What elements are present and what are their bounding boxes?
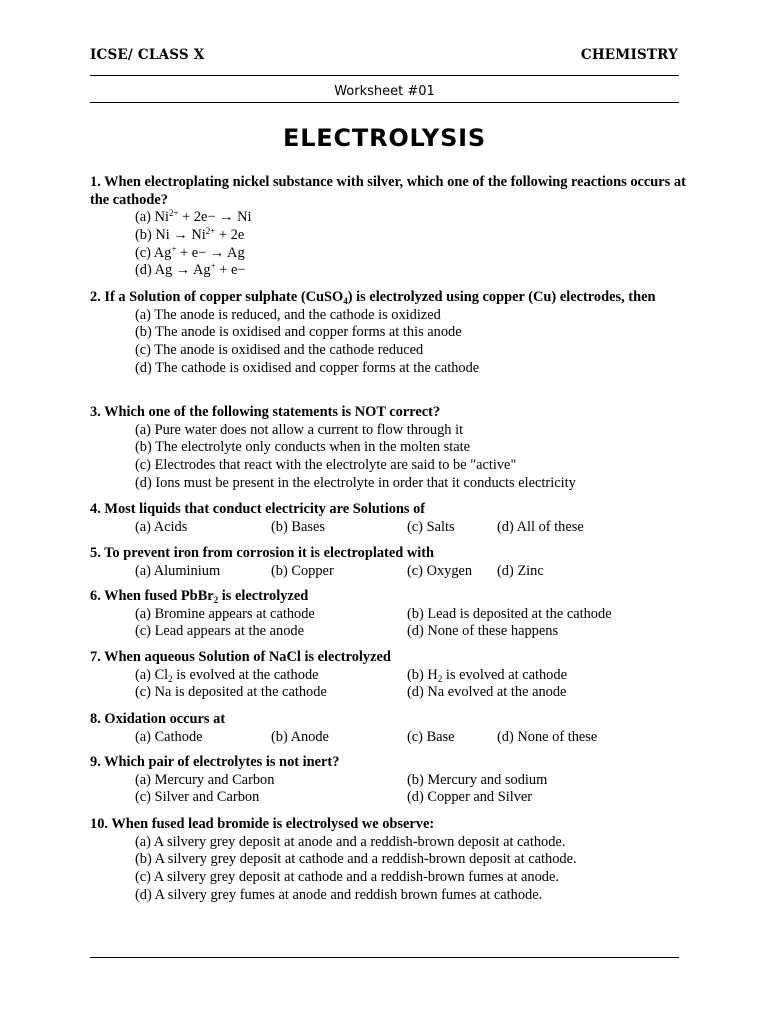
option-d: (d) A silvery grey fumes at anode and reddish brown fumes at cathode. [135,886,543,903]
question-10 [90,816,690,905]
subscript: 4 [343,296,348,306]
option-a: (a) Mercury and Carbon [135,771,275,788]
option-c [135,245,690,263]
option-text: (a) Cl [135,666,169,683]
option-b: (b) Anode [271,728,329,745]
question-options [135,563,690,581]
stem-text: ) is electrolyzed using copper (Cu) electrodes, then [347,289,656,305]
option-a: (a) Aluminium [135,562,221,579]
question-stem: 9. Which pair of electrolytes is not inert? [90,754,340,770]
option-b: (b) Copper [271,562,334,579]
option-a: (a) A silvery grey deposit at anode and a reddish-brown deposit at cathode. [135,833,566,850]
question-stem: 1. When electroplating nickel substance with silver, which one of the following reactions occurs at the cathode? [90,174,686,208]
option-text: is evolved at cathode [442,666,567,683]
option-b: (b) A silvery grey deposit at cathode and a reddish-brown deposit at cathode. [135,851,577,868]
subheader-divider [90,102,679,103]
question-stem [90,588,690,606]
header-subject: CHEMISTRY [580,47,678,63]
question-options [135,422,690,493]
question-stem: 4. Most liquids that conduct electricity are Solutions of [90,501,426,517]
question-9 [90,754,690,807]
option-a: (a) The anode is reduced, and the cathode is oxidized [135,306,441,323]
option-c: (c) Salts [407,518,455,535]
option-b [407,667,567,683]
question-1 [90,174,690,280]
superscript: + [210,261,216,272]
option-d: (d) The cathode is oxidised and copper forms at the cathode [135,359,480,376]
option-b: (b) Lead is deposited at the cathode [407,605,612,622]
option-d: (d) None of these happens [407,623,559,640]
option-d: (d) Na evolved at the anode [407,684,567,701]
option-b: (b) The electrolyte only conducts when in the molten state [135,439,471,456]
option-text: (d) Ag → Ag [135,262,211,279]
option-text: (a) Ni [135,209,169,225]
stem-text: is electrolyzed [218,588,309,604]
option-a [135,667,407,685]
option-b: (b) The anode is oxidised and copper forms at this anode [135,324,462,341]
page-header [90,47,678,63]
option-text: (c) Ag [135,244,172,261]
option-a: (a) Pure water does not allow a current to flow through it [135,421,464,438]
option-a: (a) Bromine appears at cathode [135,605,315,622]
question-options [135,519,690,537]
option-c: (c) The anode is oxidised and the cathode reduced [135,342,424,359]
option-c: (c) Lead appears at the anode [135,623,304,640]
option-text: + e− → Ag [176,244,245,261]
question-options [135,772,690,808]
option-b: (b) Bases [271,518,325,535]
option-b [135,227,690,245]
question-7 [90,649,690,702]
question-3 [90,404,690,493]
option-d [135,262,690,280]
superscript: + [171,243,177,254]
option-text: (b) Ni → Ni [135,226,206,243]
subscript: 2 [437,673,443,684]
question-options [135,209,690,280]
option-d: (d) All of these [497,518,584,535]
stem-text: 6. When fused PbBr [90,588,214,604]
worksheet-number: Worksheet #01 [334,84,435,99]
option-d: (d) Ions must be present in the electrolyte in order that it conducts electricity [135,474,576,491]
subscript: 2 [213,595,219,605]
option-a: (a) Acids [135,518,188,535]
question-stem: 10. When fused lead bromide is electrolysed we observe: [90,816,435,832]
superscript: 2+ [168,208,179,218]
option-a [135,209,690,227]
question-options [135,307,690,378]
option-c: (c) Na is deposited at the cathode [135,684,327,701]
option-b: (b) Mercury and sodium [407,771,548,788]
option-d: (d) Zinc [497,562,544,579]
option-text: (b) H [407,666,438,683]
option-text: + 2e− → Ni [178,209,252,225]
footer-divider [90,957,679,958]
subscript: 2 [168,673,173,684]
option-a: (a) Cathode [135,728,203,745]
question-stem: 5. To prevent iron from corrosion it is electroplated with [90,545,435,561]
stem-text: 2. If a Solution of copper sulphate (CuSO [90,289,344,305]
option-c: (c) A silvery grey deposit at cathode and a reddish-brown fumes at anode. [135,869,559,886]
question-stem: 8. Oxidation occurs at [90,711,226,727]
option-c: (c) Oxygen [407,562,473,579]
header-divider [90,75,679,76]
question-2 [90,289,690,378]
question-stem [90,289,690,307]
page-title: ELECTROLYSIS [283,124,486,152]
question-5 [90,545,690,580]
question-stem: 7. When aqueous Solution of NaCl is electrolyzed [90,649,391,665]
question-4 [90,501,690,536]
option-c: (c) Electrodes that react with the electrolyte are said to be "active" [135,457,517,474]
option-c: (c) Silver and Carbon [135,789,260,806]
question-6 [90,588,690,641]
option-d: (d) None of these [497,728,598,745]
option-c: (c) Base [407,728,455,745]
option-d: (d) Copper and Silver [407,789,533,806]
question-options [135,606,690,642]
question-options [135,834,690,905]
question-stem: 3. Which one of the following statements is NOT correct? [90,404,441,420]
question-options [135,729,690,747]
superscript: 2+ [205,225,216,236]
option-text: is evolved at the cathode [172,666,319,683]
header-class: ICSE/ CLASS X [90,47,205,63]
option-text: + 2e [215,226,245,243]
option-text: + e− [215,262,246,279]
question-8 [90,711,690,746]
question-options [135,667,690,703]
